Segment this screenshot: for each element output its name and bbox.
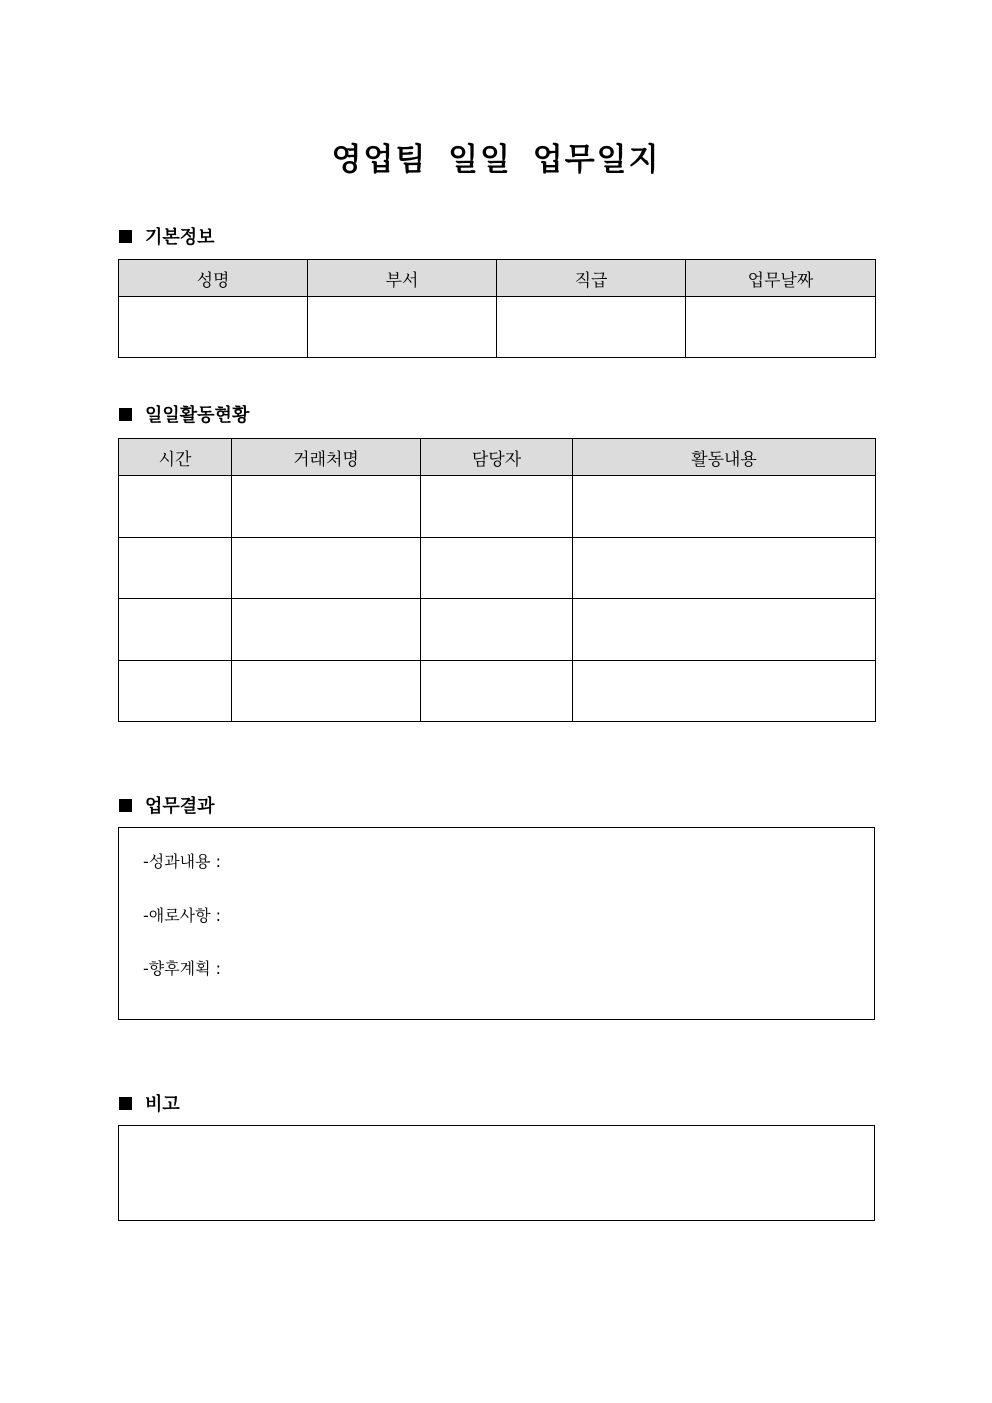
time-cell[interactable]: [119, 599, 232, 661]
time-cell[interactable]: [119, 538, 232, 599]
result-difficulties-label: -애로사항 :: [143, 906, 222, 925]
activity-cell[interactable]: [573, 661, 876, 722]
table-row: [119, 538, 876, 599]
column-header-client: 거래처명: [232, 439, 421, 476]
column-header-work-date: 업무날짜: [686, 260, 876, 297]
square-bullet-icon: [119, 408, 132, 421]
contact-cell[interactable]: [421, 538, 573, 599]
table-row: [119, 476, 876, 538]
client-cell[interactable]: [232, 599, 421, 661]
column-header-department: 부서: [308, 260, 497, 297]
time-cell[interactable]: [119, 661, 232, 722]
section-heading-result-label: 업무결과: [145, 796, 215, 817]
column-header-activity: 활동내용: [573, 439, 876, 476]
result-box[interactable]: [118, 827, 875, 1020]
activity-cell[interactable]: [573, 476, 876, 538]
table-row: [119, 661, 876, 722]
square-bullet-icon: [119, 799, 132, 812]
activity-header-row: [119, 439, 876, 476]
client-cell[interactable]: [232, 538, 421, 599]
activity-table: [118, 438, 876, 722]
column-header-contact: 담당자: [421, 439, 573, 476]
basic-info-input-row: [119, 297, 876, 358]
work-date-cell[interactable]: [686, 297, 876, 358]
contact-cell[interactable]: [421, 661, 573, 722]
section-heading-remarks: [119, 1090, 180, 1116]
table-row: [119, 599, 876, 661]
result-achievements-label: -성과내용 :: [143, 852, 222, 871]
square-bullet-icon: [119, 230, 132, 243]
section-heading-basic: [119, 223, 215, 249]
column-header-time: 시간: [119, 439, 232, 476]
activity-cell[interactable]: [573, 538, 876, 599]
section-heading-activity: [119, 401, 249, 427]
column-header-position: 직급: [497, 260, 686, 297]
activity-cell[interactable]: [573, 599, 876, 661]
result-plans-label: -향후계획 :: [143, 959, 222, 978]
section-heading-remarks-label: 비고: [145, 1094, 180, 1115]
position-cell[interactable]: [497, 297, 686, 358]
section-heading-result: [119, 792, 215, 818]
client-cell[interactable]: [232, 476, 421, 538]
column-header-name: 성명: [119, 260, 308, 297]
basic-info-table: [118, 259, 876, 358]
contact-cell[interactable]: [421, 599, 573, 661]
time-cell[interactable]: [119, 476, 232, 538]
name-cell[interactable]: [119, 297, 308, 358]
section-heading-activity-label: 일일활동현황: [145, 405, 250, 426]
square-bullet-icon: [119, 1097, 132, 1110]
document-title: 영업팀 일일 업무일지: [331, 142, 661, 178]
client-cell[interactable]: [232, 661, 421, 722]
basic-info-header-row: [119, 260, 876, 297]
department-cell[interactable]: [308, 297, 497, 358]
remarks-box[interactable]: [118, 1125, 875, 1221]
contact-cell[interactable]: [421, 476, 573, 538]
section-heading-basic-label: 기본정보: [145, 227, 215, 248]
